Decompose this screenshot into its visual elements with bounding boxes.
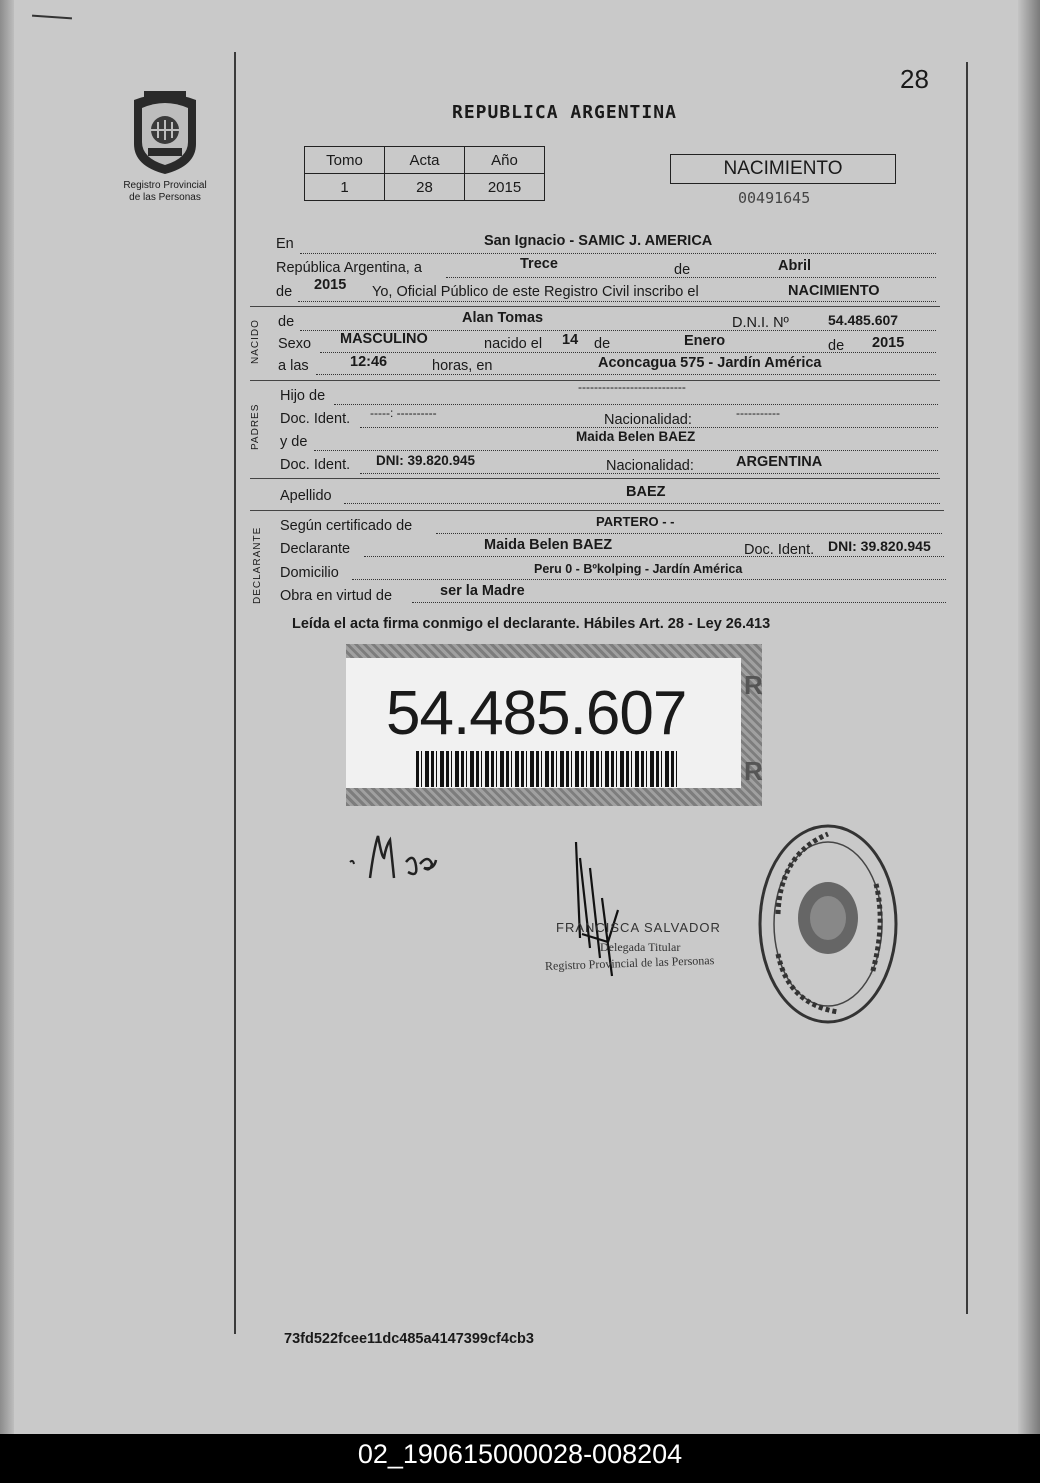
child-name: Alan Tomas bbox=[462, 310, 544, 326]
table-header-acta: Acta bbox=[385, 147, 465, 174]
legal-statement: Leída el acta firma conmigo el declarante. Hábiles Art. 28 - Ley 26.413 bbox=[292, 616, 771, 632]
page-number: 28 bbox=[900, 64, 929, 94]
table-value-anio: 2015 bbox=[465, 174, 545, 201]
inscription-type: NACIMIENTO bbox=[788, 283, 880, 299]
en-label: En bbox=[276, 236, 294, 252]
side-label-declarante: DECLARANTE bbox=[252, 526, 263, 604]
hijo-label: Hijo de bbox=[280, 388, 326, 404]
declarant-relationship: ser la Madre bbox=[440, 583, 525, 599]
doc-ident-label: Doc. Ident. bbox=[280, 411, 351, 427]
domicilio-label: Domicilio bbox=[280, 565, 339, 581]
registry-caption bbox=[100, 180, 230, 204]
serial-number: 00491645 bbox=[738, 189, 811, 207]
official-stamp-icon bbox=[748, 814, 908, 1034]
father-name: --------------------------- bbox=[578, 380, 686, 394]
birth-place: Aconcagua 575 - Jardín América bbox=[598, 355, 822, 371]
mother-name: Maida Belen BAEZ bbox=[576, 429, 696, 444]
officer-statement: Yo, Oficial Público de este Registro Civil inscribo el bbox=[372, 284, 699, 300]
province-seal-icon bbox=[120, 86, 210, 176]
dotted-line bbox=[314, 450, 938, 452]
dotted-line bbox=[344, 503, 940, 505]
birth-year: 2015 bbox=[872, 335, 905, 351]
de-label: de bbox=[278, 314, 295, 330]
declarant-doc: DNI: 39.820.945 bbox=[828, 538, 931, 554]
nacionalidad-label: Nacionalidad: bbox=[606, 458, 694, 474]
side-label-padres: PADRES bbox=[250, 403, 261, 450]
act-type-box: NACIMIENTO bbox=[670, 154, 896, 184]
horas-label: horas, en bbox=[432, 358, 493, 374]
dotted-line bbox=[364, 556, 944, 558]
doc-ident-label: Doc. Ident. bbox=[280, 457, 351, 473]
declarant-name: Maida Belen BAEZ bbox=[484, 537, 613, 553]
registration-month: Abril bbox=[778, 258, 812, 274]
yde-label: y de bbox=[280, 434, 308, 450]
doc-ident-label: Doc. Ident. bbox=[744, 542, 815, 558]
nacido-label: nacido el bbox=[484, 336, 543, 352]
de-label: de bbox=[594, 336, 611, 352]
dni-barcode-sticker bbox=[346, 644, 762, 806]
section-rule bbox=[250, 478, 940, 479]
document-hash: 73fd522fcee11dc485a4147399cf4cb3 bbox=[284, 1331, 534, 1347]
page-edge bbox=[1018, 0, 1040, 1434]
dni-label: D.N.I. Nº bbox=[732, 315, 789, 331]
officer-name: FRANCISCA SALVADOR bbox=[556, 920, 721, 935]
dotted-line bbox=[352, 579, 946, 581]
document-title: REPUBLICA ARGENTINA bbox=[452, 102, 677, 123]
child-dni: 54.485.607 bbox=[828, 312, 899, 328]
registration-day: Trece bbox=[520, 256, 558, 272]
side-label-nacido: NACIDO bbox=[250, 319, 261, 364]
officer-role: Delegada Titular bbox=[600, 940, 681, 954]
republica-label: República Argentina, a bbox=[276, 260, 422, 276]
nacionalidad-label: Nacionalidad: bbox=[604, 412, 692, 428]
segun-label: Según certificado de bbox=[280, 518, 413, 534]
dotted-line bbox=[412, 602, 946, 604]
dotted-line bbox=[300, 253, 936, 255]
alas-label: a las bbox=[278, 358, 309, 374]
birth-month: Enero bbox=[684, 333, 726, 349]
place-of-registry: San Ignacio - SAMIC J. AMERICA bbox=[484, 233, 713, 249]
sexo-label: Sexo bbox=[278, 336, 312, 352]
dotted-line bbox=[446, 277, 936, 279]
declarant-signature-icon bbox=[340, 828, 450, 898]
obra-label: Obra en virtud de bbox=[280, 588, 393, 604]
sticker-corner-letter: R bbox=[744, 756, 763, 786]
table-value-acta: 28 bbox=[385, 174, 465, 201]
scan-id-footer: 02_190615000028-008204 bbox=[0, 1434, 1040, 1483]
surname: BAEZ bbox=[626, 484, 666, 500]
father-nationality: ----------- bbox=[736, 406, 780, 420]
table-header-tomo: Tomo bbox=[305, 147, 385, 174]
officer-registry: Registro Provincial de las Personas bbox=[544, 953, 715, 973]
binding-edge bbox=[0, 0, 14, 1434]
table-value-tomo: 1 bbox=[305, 174, 385, 201]
table-header-anio: Año bbox=[465, 147, 545, 174]
pen-mark bbox=[32, 15, 72, 20]
record-index-table bbox=[304, 146, 545, 201]
left-margin-line bbox=[234, 52, 236, 1334]
birth-time: 12:46 bbox=[350, 354, 388, 370]
de-label: de bbox=[828, 338, 845, 354]
dotted-line bbox=[298, 301, 936, 303]
mother-nationality: ARGENTINA bbox=[736, 454, 823, 470]
registry-caption-line-2: de las Personas bbox=[129, 192, 201, 203]
birth-day: 14 bbox=[562, 332, 579, 348]
declarante-label: Declarante bbox=[280, 541, 351, 557]
sticker-dni-number: 54.485.607 bbox=[386, 679, 687, 748]
child-sex: MASCULINO bbox=[340, 331, 428, 347]
dotted-line bbox=[316, 374, 936, 376]
de-label: de bbox=[276, 284, 293, 300]
registry-caption-line-1: Registro Provincial bbox=[123, 180, 207, 191]
sticker-corner-letter: R bbox=[744, 670, 763, 700]
apellido-label: Apellido bbox=[280, 488, 332, 504]
right-margin-line bbox=[966, 62, 968, 1314]
declarant-address: Peru 0 - Bºkolping - Jardín América bbox=[534, 562, 743, 576]
sticker-face bbox=[346, 658, 741, 788]
de-label: de bbox=[674, 262, 691, 278]
section-rule bbox=[250, 306, 940, 307]
section-rule bbox=[250, 510, 944, 511]
barcode bbox=[416, 751, 678, 787]
registration-year: 2015 bbox=[314, 277, 347, 293]
certificate-source: PARTERO - - bbox=[596, 514, 675, 529]
father-doc: -----: ---------- bbox=[370, 406, 437, 420]
dotted-line bbox=[436, 533, 942, 535]
mother-doc: DNI: 39.820.945 bbox=[376, 453, 476, 468]
